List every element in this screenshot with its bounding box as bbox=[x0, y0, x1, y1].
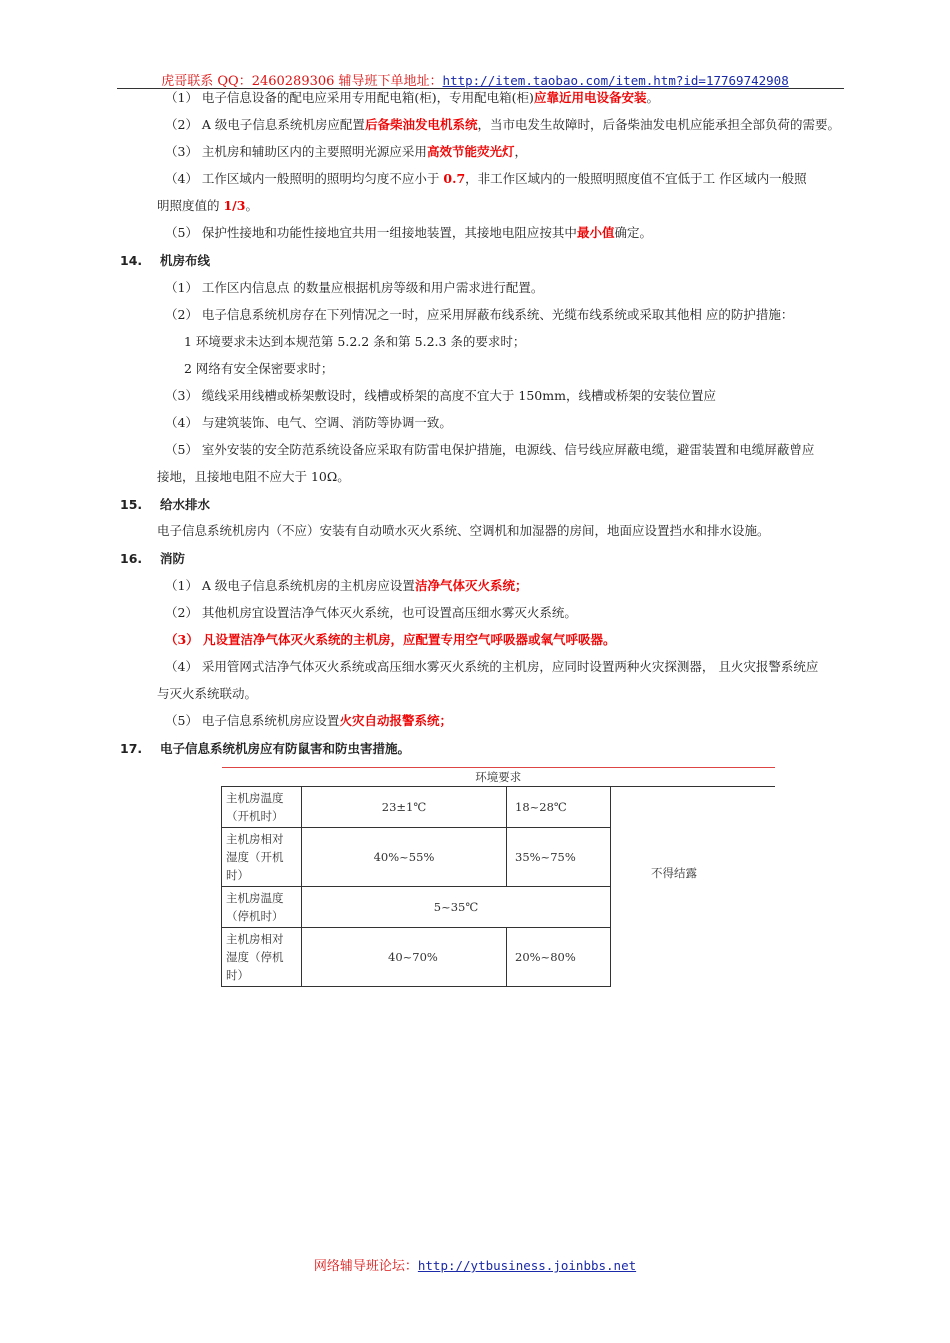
table-caption: 环境要求 bbox=[222, 768, 776, 787]
s14-line-6: （4） 与建筑装饰、电气、空调、消防等协调一致。 bbox=[165, 415, 452, 430]
table-cell: 23±1℃ bbox=[302, 787, 507, 828]
environment-table bbox=[221, 767, 775, 987]
s14-line-5: （3） 缆线采用线槽或桥架敷设时，线槽或桥架的高度不宜大于 150mm，线槽或桥架的安装位置应 bbox=[165, 388, 716, 403]
b13-item-1: （1） 电子信息设备的配电应采用专用配电箱(柜)，专用配电箱(柜)应靠近用电设备安装。 bbox=[165, 90, 659, 105]
s16-item-4-cont: 与灭火系统联动。 bbox=[157, 686, 258, 701]
section-16-heading: 16. 消防 bbox=[120, 551, 186, 566]
row-label: 主机房温度 （停机时） bbox=[222, 887, 302, 928]
page-footer bbox=[0, 1255, 950, 1274]
b13-item-4-cont: 明照度值的 1/3。 bbox=[157, 198, 258, 213]
s16-item-5: （5） 电子信息系统机房应设置火灾自动报警系统； bbox=[165, 713, 452, 728]
table-cell: 20%~80% bbox=[507, 928, 611, 987]
s14-line-7: （5） 室外安装的安全防范系统设备应采取有防雷电保护措施，电源线、信号线应屏蔽电缆，避雷装置和电缆屏蔽曾应 bbox=[165, 442, 815, 457]
s16-item-2: （2） 其他机房宜设置洁净气体灭火系统，也可设置高压细水雾灭火系统。 bbox=[165, 605, 577, 620]
table-row bbox=[222, 787, 776, 828]
s14-line-1: （1） 工作区内信息点 的数量应根据机房等级和用户需求进行配置。 bbox=[165, 280, 544, 295]
table-cell: 40~70% bbox=[302, 928, 507, 987]
section-15-heading: 15. 给水排水 bbox=[120, 497, 211, 512]
b13-item-4: （4） 工作区域内一般照明的照明均匀度不应小于 0.7，非工作区域内的一般照明照度值不宜低于工 作区域内一般照 bbox=[165, 171, 807, 186]
s14-line-2: （2） 电子信息系统机房存在下列情况之一时，应采用屏蔽布线系统、光缆布线系统或采取其他相 应的防护措施： bbox=[165, 307, 794, 322]
page-header bbox=[0, 70, 950, 89]
b13-item-2: （2） A 级电子信息系统机房应配置后备柴油发电机系统，当市电发生故障时，后备柴油发电机应能承担全部负荷的需要。 bbox=[165, 117, 840, 132]
section-17-heading: 17. 电子信息系统机房应有防鼠害和防虫害措施。 bbox=[120, 741, 411, 756]
row-label: 主机房温度 （开机时） bbox=[222, 787, 302, 828]
b13-item-5: （5） 保护性接地和功能性接地宜共用一组接地装置，其接地电阻应按其中最小值确定。 bbox=[165, 225, 652, 240]
section-14-heading: 14. 机房布线 bbox=[120, 253, 211, 268]
s14-line-3: 1 环境要求未达到本规范第 5.2.2 条和第 5.2.3 条的要求时； bbox=[184, 334, 526, 349]
table-cell: 35%~75% bbox=[507, 828, 611, 887]
header-link[interactable]: http://item.taobao.com/item.htm?id=17769742908 bbox=[442, 73, 789, 88]
s14-line-4: 2 网络有安全保密要求时； bbox=[184, 361, 334, 376]
table-cell: 18~28℃ bbox=[507, 787, 611, 828]
s15-line: 电子信息系统机房内（不应）安装有自动喷水灭火系统、空调机和加湿器的房间，地面应设置挡水和排水设施。 bbox=[157, 523, 770, 538]
row-label: 主机房相对 湿度（开机时） bbox=[222, 828, 302, 887]
s16-item-1: （1） A 级电子信息系统机房的主机房应设置洁净气体灭火系统； bbox=[165, 578, 528, 593]
row-label: 主机房相对 湿度（停机时） bbox=[222, 928, 302, 987]
table-cell: 40%~55% bbox=[302, 828, 507, 887]
s14-line-8: 接地，且接地电阻不应大于 10Ω。 bbox=[157, 469, 350, 484]
table-cell: 5~35℃ bbox=[302, 887, 611, 928]
header-label: 虎哥联系 QQ：2460289306 辅导班下单地址： bbox=[161, 74, 443, 89]
b13-item-3: （3） 主机房和辅助区内的主要照明光源应采用高效节能荧光灯， bbox=[165, 144, 527, 159]
footer-link[interactable]: http://ytbusiness.joinbbs.net bbox=[417, 1258, 637, 1273]
s16-item-4: （4） 采用管网式洁净气体灭火系统或高压细水雾灭火系统的主机房，应同时设置两种火灾探测器， 且火灾报警系统应 bbox=[165, 659, 819, 674]
table-note: 不得结露 bbox=[611, 787, 776, 987]
footer-label: 网络辅导班论坛： bbox=[313, 1259, 418, 1274]
s16-item-3: （3） 凡设置洁净气体灭火系统的主机房，应配置专用空气呼吸器或氧气呼吸器。 bbox=[165, 632, 616, 647]
